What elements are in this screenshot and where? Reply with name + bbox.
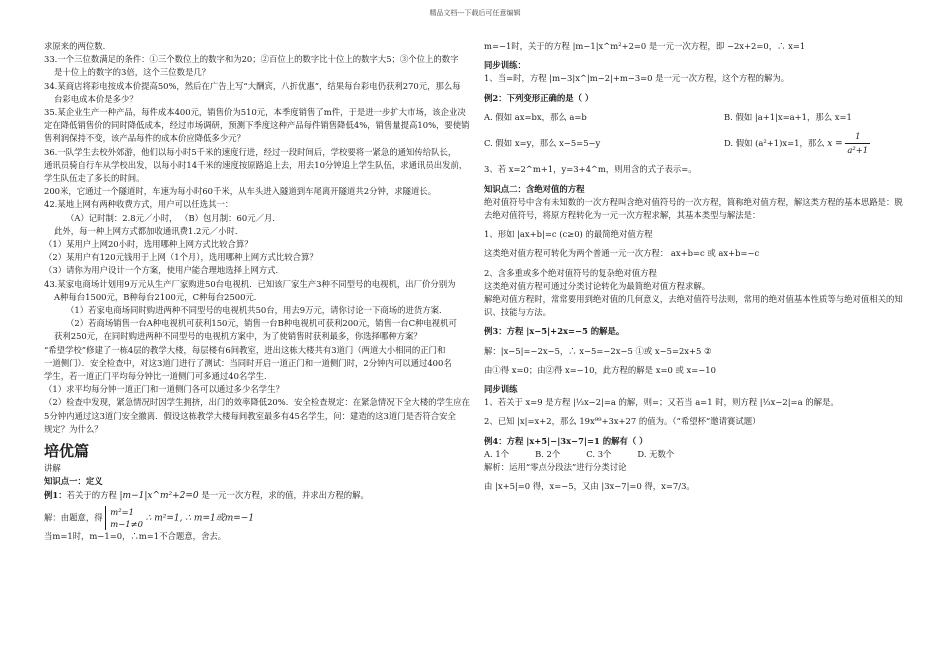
text-line: 台彩电成本价是多少？ bbox=[54, 93, 138, 104]
page-header: 精品文档---下载后可任意编辑 bbox=[429, 9, 521, 17]
text-line: 36.一队学生去校外郊游，他们以每小时5千米的速度行进，经过一段时间后，学校要将一紧急的通知传给队长， bbox=[44, 146, 457, 157]
option-d-lhs: x = bbox=[827, 139, 843, 150]
solution-label: 解：由题意，得 bbox=[44, 512, 103, 523]
text-line: 5分钟内通过这3道门安全撤离．假设这栋教学大楼每间教室最多有45名学生，问：建造的这3道门是否符合安全 bbox=[44, 410, 456, 421]
text-line: 去绝对值符号，将原方程转化为一元一次方程求解，其基本类型与解法是： bbox=[484, 210, 761, 221]
options-row bbox=[484, 111, 914, 124]
text-line: （1）若家电商场同时购进两种不同型号的电视机共50台，用去9万元，请你讨论一下商场的进货方案． bbox=[66, 305, 448, 316]
text-line: 绝对值符号中含有未知数的一次方程叫含绝对值符号的一次方程，简称绝对值方程，解这类方程的基本思路是：脱 bbox=[484, 196, 903, 207]
text-line: 3、若 x=2^m+1，y=3+4^m，则用含的式子表示=。 bbox=[484, 164, 697, 175]
solution-line: 由 |x+5|=0 得，x=−5，又由 |3x−7|=0 得，x=7/3。 bbox=[484, 481, 695, 492]
text-line: 售利润保持不变，该产品每件的成本价应降低多少元？ bbox=[44, 133, 245, 144]
text-line: 是十位上的数字的3倍，这个三位数是几？ bbox=[54, 67, 211, 78]
option-a: A. 1个 bbox=[484, 448, 510, 459]
solution-line: 由①得 x=0；由②得 x=−10，此方程的解是 x=0 或 x=−10 bbox=[484, 364, 716, 375]
text-line: 此外，每一种上网方式都加收通讯费1.2元／小时． bbox=[54, 225, 244, 236]
text-line: 35.某企业生产一种产品，每件成本400元，销售价为510元，本季度销售了m件，于是进一步扩大市场，该企业决 bbox=[44, 107, 466, 118]
text-line: m=−1时，关于的方程 |m−1|x^m²+2=0 是一元一次方程，即 −2x+2=0，∴ x=1 bbox=[484, 41, 806, 51]
text-line: A种每台1500元，B种每台2100元，C种每台2500元． bbox=[54, 291, 263, 302]
text-line: 200米，它通过一个隧道时，车速为每小时60千米，从车头进入隧道到车尾离开隧道共2分钟，求隧道长。 bbox=[44, 186, 437, 197]
text-line: （A）记时制：2.8元／小时， （B）包月制：60元／月． bbox=[66, 212, 281, 223]
text-line: （2）某用户有120元钱用于上网（1个月），选用哪种上网方式比较合算？ bbox=[44, 252, 318, 263]
subheading: 讲解 bbox=[44, 463, 61, 474]
option-d bbox=[724, 130, 914, 157]
fraction-numerator: 1 bbox=[845, 130, 870, 144]
text-line: 42.某地上网有两种收费方式，用户可以任选其一： bbox=[44, 199, 234, 210]
text-line: 43.某家电商场计划用9万元从生产厂家购进50台电视机．已知该厂家生产3种不同型号的电视机，出厂价分别为 bbox=[44, 278, 456, 289]
equation-system bbox=[105, 506, 143, 530]
example-4: 例4：方程 |x+5|−|3x−7|=1 的解有（ ） bbox=[484, 435, 648, 446]
text-line: 当m=1时，m−1=0，∴m=1不合题意，舍去。 bbox=[44, 530, 227, 541]
option-d: D. 无数个 bbox=[637, 448, 675, 459]
text-line: 学生，若一道正门平均每分钟比一道侧门可多通过40名学生． bbox=[44, 371, 273, 382]
example-label: 例1： bbox=[44, 489, 67, 500]
option-d-text: D. 假如 (a²+1)x=1，那么 bbox=[724, 138, 825, 149]
text-line: 解绝对值方程时，常常要用到绝对值的几何意义，去绝对值符号法则，常用的绝对值基本性质等与绝对值相关的知 bbox=[484, 294, 903, 305]
text-line: 1、形如 |ax+b|=c (c≥0) 的最简绝对值方程 bbox=[484, 229, 653, 240]
right-column bbox=[484, 40, 914, 493]
option-c: C. 3个 bbox=[586, 448, 612, 459]
practice-heading: 同步训练 bbox=[484, 384, 518, 395]
equation: |m−1|x^m²+2=0 bbox=[119, 490, 199, 501]
knowledge-point-heading: 知识点一：定义 bbox=[44, 476, 103, 487]
example-text: 若关于的方程 bbox=[66, 489, 117, 500]
solution-line: 解析：运用“零点分段法”进行分类讨论 bbox=[484, 462, 627, 473]
example-3: 例3：方程 |x−5|+2x=−5 的解是。 bbox=[484, 326, 625, 337]
text-line: 1、若关于 x=9 是方程 |⅓x−2|=a 的解，则=；又若当 a=1 时，则方程 |⅓x−2|=a 的解是。 bbox=[484, 397, 839, 408]
section-title: 培优篇 bbox=[44, 442, 90, 461]
example-text: 是一元一次方程，求的值，并求出方程的解。 bbox=[201, 489, 369, 500]
text-line: 定在降低销售价的同时降低成本，经过市场调研，预测下季度这种产品每件销售降低4%，销售量提高10%，要使销 bbox=[44, 120, 470, 131]
text-line: （1）求平均每分钟一道正门和一道侧门各可以通过多少名学生？ bbox=[44, 384, 284, 395]
left-column bbox=[44, 40, 470, 543]
example-2: 例2：下列变形正确的是（ ） bbox=[484, 92, 594, 103]
text-line: 33.一个三位数满足的条件：①三个数位上的数字和为20；②百位上的数字比十位上的数字大5；③个位上的数字 bbox=[44, 54, 459, 65]
text-line: 通讯员骑自行车从学校出发，以每小时14千米的速度按原路追上去，用去10分钟追上学生队伍，求通讯员出发前， bbox=[44, 159, 468, 170]
system-row: m−1≠0 bbox=[110, 518, 143, 529]
text-line: 1、当=时，方程 |m−3|x^|m−2|+m−3=0 是一元一次方程，这个方程的解为。 bbox=[484, 73, 790, 84]
example-1 bbox=[44, 489, 464, 503]
fraction bbox=[845, 130, 870, 157]
text-line: 一道侧门）．安全检查中，对这3道门进行了测试：当同时开启一道正门和一道侧门时，2分钟内可以通过400名 bbox=[44, 357, 452, 368]
solution-line bbox=[44, 506, 464, 530]
text-line: 2、含多重或多个绝对值符号的复杂绝对值方程 bbox=[484, 267, 657, 278]
text-line: （2）检查中发现，紧急情况时因学生拥挤，出门的效率降低20%．安全检查规定：在紧急情况下全大楼的学生应在 bbox=[44, 397, 470, 408]
text-line: 这类绝对值方程可通过分类讨论转化为最简绝对值方程求解。 bbox=[484, 280, 711, 291]
text-line: 识、技能与方法。 bbox=[484, 307, 551, 318]
system-row: m²=1 bbox=[110, 506, 134, 517]
knowledge-point-heading: 知识点二：含绝对值的方程 bbox=[484, 183, 585, 194]
solution-line: 解：|x−5|=−2x−5，∴ x−5=−2x−5 ①或 x−5=2x+5 ② bbox=[484, 345, 712, 356]
text-line: 获利250元，在同时购进两种不同型号的电视机方案中，为了使销售时获利最多，你选择哪种方案？ bbox=[54, 331, 422, 342]
text-line: （3）请你为用户设计一个方案，使用户能合理地选择上网方式． bbox=[44, 265, 284, 276]
text-line: 学生队伍走了多长的时间。 bbox=[44, 173, 145, 184]
text-line: （1）某用户上网20小时，选用哪种上网方式比较合算？ bbox=[44, 239, 253, 250]
option-c: C. 假如 x=y，那么 x−5=5−y bbox=[484, 138, 601, 149]
practice-heading: 同步训练： bbox=[484, 60, 526, 71]
text-line: “希望学校”修建了一栋4层的教学大楼，每层楼有6间教室，进出这栋大楼共有3道门（两道大小相同的正门和 bbox=[44, 344, 446, 355]
text-line: 规定？为什么？ bbox=[44, 423, 103, 434]
text-line: 2、已知 |x|=x+2，那么 19x⁹⁹+3x+27 的值为。（“希望杯”邀请赛试题） bbox=[484, 416, 761, 427]
text-line: 求原来的两位数. bbox=[44, 41, 106, 51]
option-b: B. 假如 |a+1|x=a+1，那么 x=1 bbox=[724, 111, 852, 122]
text-line: 这类绝对值方程可转化为两个普通一元一次方程： ax+b=c 或 ax+b=−c bbox=[484, 248, 760, 259]
text-line: 34.某商店将彩电按成本价提高50%，然后在广告上写“大酬宾，八折优惠”，结果每台彩电仍获利270元，那么每 bbox=[44, 80, 461, 91]
options-row bbox=[484, 448, 914, 461]
fraction-denominator: a²+1 bbox=[847, 145, 869, 156]
option-a: A. 假如 ax=bx，那么 a=b bbox=[484, 111, 587, 122]
options-row bbox=[484, 130, 914, 157]
option-b: B. 2个 bbox=[535, 448, 561, 459]
text-line: （2）若商场销售一台A种电视机可获利150元，销售一台B种电视机可获利200元，销售一台C种电视机可 bbox=[66, 318, 457, 329]
equation: ∴ m²=1, ∴ m=1或m=−1 bbox=[145, 513, 255, 524]
